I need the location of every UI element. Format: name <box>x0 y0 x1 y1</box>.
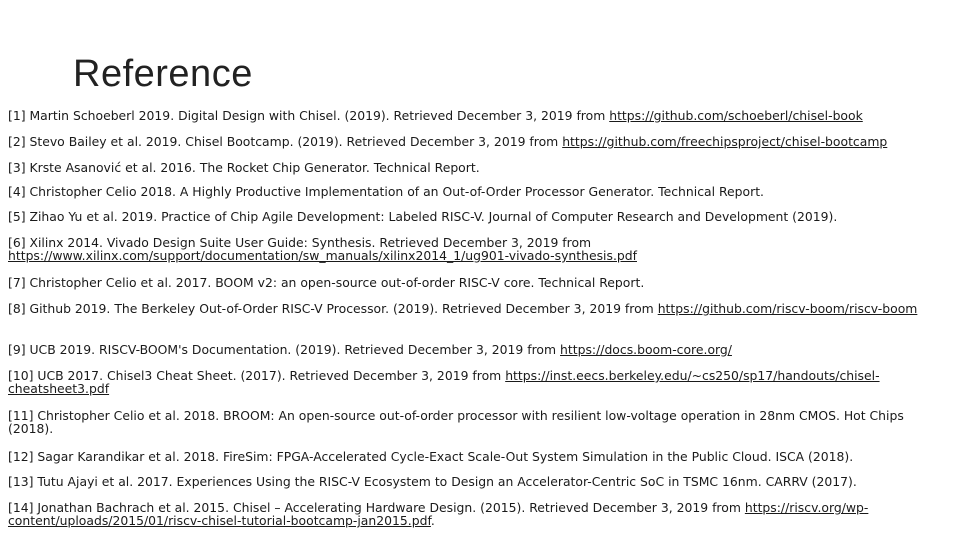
reference-10 <box>8 369 952 395</box>
reference-text: [1] Martin Schoeberl 2019. Digital Design with Chisel. (2019). Retrieved December 3, 2019 from <box>8 108 610 123</box>
reference-1 <box>8 109 952 122</box>
reference-text: [6] Xilinx 2014. Vivado Design Suite User Guide: Synthesis. Retrieved December 3, 2019 from <box>8 235 592 250</box>
reference-text: [3] Krste Asanović et al. 2016. The Rocket Chip Generator. Technical Report. <box>8 160 480 175</box>
reference-14 <box>8 501 952 527</box>
reference-8 <box>8 302 952 315</box>
reference-text: [11] Christopher Celio et al. 2018. BROOM: An open-source out-of-order processor with resilient low-voltage operation in 28nm CMOS. Hot Chips (2018). <box>8 408 904 436</box>
reference-6 <box>8 236 952 262</box>
reference-3 <box>8 161 952 174</box>
reference-text: [2] Stevo Bailey et al. 2019. Chisel Bootcamp. (2019). Retrieved December 3, 2019 from <box>8 134 563 149</box>
reference-12 <box>8 450 952 463</box>
reference-11 <box>8 409 952 435</box>
reference-link[interactable]: https://docs.boom-core.org/ <box>560 342 732 357</box>
reference-link[interactable]: https://www.xilinx.com/support/documentation/sw_manuals/xilinx2014_1/ug901-vivado-synthesis.pdf <box>8 248 637 263</box>
reference-7 <box>8 276 952 289</box>
reference-text: [12] Sagar Karandikar et al. 2018. FireSim: FPGA-Accelerated Cycle-Exact Scale-Out System Simulation in the Public Cloud. ISCA (2018). <box>8 449 854 464</box>
reference-4 <box>8 185 952 198</box>
reference-link[interactable]: https://github.com/riscv-boom/riscv-boom <box>657 301 918 316</box>
reference-5 <box>8 210 952 223</box>
reference-2 <box>8 135 952 148</box>
reference-link[interactable]: https://riscv.org/wp-content/uploads/2015/01/riscv-chisel-tutorial-bootcamp-jan2015.pdf <box>8 500 869 528</box>
reference-link[interactable]: https://github.com/freechipsproject/chisel-bootcamp <box>562 134 888 149</box>
reference-link[interactable]: https://inst.eecs.berkeley.edu/~cs250/sp17/handouts/chisel-cheatsheet3.pdf <box>8 368 880 396</box>
reference-text: [9] UCB 2019. RISCV-BOOM's Documentation. (2019). Retrieved December 3, 2019 from <box>8 342 561 357</box>
reference-text: [4] Christopher Celio 2018. A Highly Productive Implementation of an Out-of-Order Processor Generator. Technical Report. <box>8 184 764 199</box>
page-title: Reference <box>73 53 253 95</box>
reference-text: [8] Github 2019. The Berkeley Out-of-Order RISC-V Processor. (2019). Retrieved December 3, 2019 from <box>8 301 658 316</box>
reference-text: [13] Tutu Ajayi et al. 2017. Experiences Using the RISC-V Ecosystem to Design an Accelerator-Centric SoC in TSMC 16nm. CARRV (2017). <box>8 474 857 489</box>
reference-text: [5] Zihao Yu et al. 2019. Practice of Chip Agile Development: Labeled RISC-V. Journal of Computer Research and Development (2019). <box>8 209 838 224</box>
reference-text: [14] Jonathan Bachrach et al. 2015. Chisel – Accelerating Hardware Design. (2015). Retrieved December 3, 2019 from <box>8 500 745 515</box>
reference-suffix: . <box>430 513 435 528</box>
reference-9 <box>8 343 952 356</box>
reference-13 <box>8 475 952 488</box>
reference-link[interactable]: https://github.com/schoeberl/chisel-book <box>609 108 863 123</box>
reference-text: [10] UCB 2017. Chisel3 Cheat Sheet. (2017). Retrieved December 3, 2019 from <box>8 368 506 383</box>
reference-text: [7] Christopher Celio et al. 2017. BOOM v2: an open-source out-of-order RISC-V core. Technical Report. <box>8 275 645 290</box>
